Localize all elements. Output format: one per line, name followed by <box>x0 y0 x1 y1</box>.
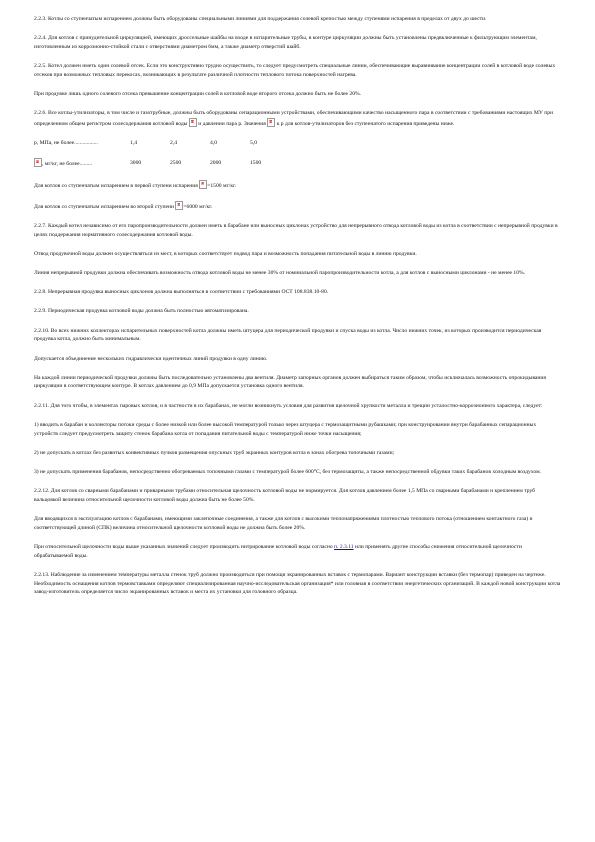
pressure-table-row <box>34 139 561 148</box>
paragraph-item-1: 1) вводить в барабан и коллекторы потоки среды с более низкой или более высокой температурой только через штуцера с термозащитными рубашками; при конструировании внутри барабанных сепарационных устройств следует предусмотреть защиту стенок барабана котла от попадания питательной воды с температурой ниже точки насыщения; <box>34 421 537 437</box>
paragraph-2-2-6-part-a: 2.2.6. Все котлы-утилизаторы, в том числе и газотрубные, должны быть оборудованы сепарационными устройствами, обеспечивающими качество насыщенного пара в соответствии с требованиями настоящих МУ при определенном общем регистром солесодержания котловой воды <box>34 110 554 127</box>
paragraph-blowdown-outlet: Отвод продувочной воды должен осуществляться из мест, в которых соответствует подвод пара и возможность попадания питательной воды в линию продувки. <box>34 250 417 257</box>
paragraph-first-stage <box>34 180 561 191</box>
nitration-text-tail: или применять другие способы снижения относительной щелочности обрабатываемой воды. <box>34 544 522 559</box>
paragraph-2-2-10: 2.2.10. Во всех нижних коллекторах испарительных поверхностей котла должны иметь штуцера для периодической продувки и спуска воды из котла. Число нижних точек, из которых производится периодическая продувка котла, должно быть минимальным. <box>34 327 542 343</box>
paragraph-2-2-7: 2.2.7. Каждый котел независимо от его паропроизводительности должен иметь в барабане или выносных циклонах устройство для непрерывного отвода котловой воды из котла в соответствии с непрерывной продувки в целях поддержания нормативного солесодержания котловой воды. <box>34 222 558 238</box>
paragraph-2-2-12: 2.2.12. Для котлов со сварными барабанами и приварными трубами относительная щелочность котловой воды не нормируется. Для котлов давлением более 1,5 МПа со сварными барабанами и креплением труб вальцовкой величина относительной щелочности котловой воды должна быть не более 50%. <box>34 488 536 503</box>
first-stage-text: Для котлов со ступенчатым испарением в первой ступени испарения <box>34 182 198 189</box>
paragraph-2-2-9: 2.2.9. Периодическая продувка котловой воды должна быть полностью автоматизирована. <box>34 308 249 315</box>
paragraph-salt-section-note: При продувке лишь одного солевого отсека превышение концентрации солей в котловой воде второго отсека должно быть не более 20%. <box>34 91 362 98</box>
paragraph-item-3: 3) не допускать применения барабанов, непосредственно обогреваемых топочными газами с температурой более 600°С, без термозащиты, а также непосредственной обдувки таких барабанов холодным воздухом. <box>34 468 542 475</box>
second-stage-text: Для котлов со ступенчатым испарением во второй ступени <box>34 203 174 210</box>
broken-image-icon <box>34 158 42 167</box>
paragraph-riveted-boilers: Для вводящихся в эксплуатацию котлов с барабанами, имеющими заклепочные соединения, а также для котлов с высокими теплонапряжениями плотностью теплового потока (отношением контактного газа) и соответствующей длиной (СПК) величина относительной щелочности котловой воды не должна быть более 20%. <box>34 516 533 531</box>
pressure-value: 4,0 <box>210 140 217 147</box>
paragraph-second-stage <box>34 201 561 212</box>
pressure-value: 5,0 <box>250 140 257 147</box>
paragraph-blowdown-line: Линия непрерывной продувки должна обеспечивать возможность отвода котловой воды не менее 30% от номинальной паропроизводительности котла, а для котлов с выносными циклонами - не менее 10%. <box>34 270 526 277</box>
broken-image-icon <box>199 180 207 189</box>
salinity-value: 2500 <box>170 160 182 167</box>
paragraph-nitration <box>34 543 561 560</box>
salinity-value: 2000 <box>210 160 222 167</box>
paragraph-2-2-4: 2.2.4. Для котлов с принудительной циркуляцией, имеющих дроссельные шайбы на входе в испарительные трубы, в контуре циркуляции должны быть установлены предвключенные к фильтрующим элементам, изготовленным из коррозионно-стойкой стали с отверстиями диаметром 6мм, а также диаметр отверстий шайб. <box>34 35 537 50</box>
salinity-row-label-text: , мг/кг, не более......... <box>42 161 93 168</box>
paragraph-2-2-8: 2.2.8. Непрерывная продувка выносных циклонов должна выполняться в соответствии с требованиями ОСТ 108.838.10-80. <box>34 289 329 296</box>
salinity-table-row <box>34 158 561 169</box>
clause-2-3-11-link[interactable]: п. 2.3.11 <box>334 544 354 550</box>
paragraph-combine-lines: Допускается объединение нескольких гидравлически идентичных линий продувки в одну линию. <box>34 355 268 362</box>
broken-image-icon <box>189 118 197 127</box>
paragraph-2-2-11: 2.2.11. Для того чтобы, в элементах паровых котлов, и в частности в их барабанах, не могли возникнуть условия для развития щелочной хрупкости металла и трещин усталостно-коррозионного характера, следует: <box>34 402 543 409</box>
salinity-value: 1500 <box>250 160 262 167</box>
salinity-row-label <box>34 158 130 169</box>
nitration-text: При относительной щелочности воды выше указанных значений следует производить нитрирование котловой воды согласно <box>34 544 333 550</box>
salinity-value: 3000 <box>130 160 142 167</box>
paragraph-2-2-5: 2.2.5. Котел должен иметь один солевой отсек. Если это конструктивно трудно осуществить, то следует предусмотреть специальные линии, обеспечивающие выравнивание концентрации солей в котловой воде солевых отсеков при возможных тепловых перекосах, возникающих в результате различной плотности теплового потока поверхностей нагрева. <box>34 63 556 78</box>
broken-image-icon <box>267 118 275 127</box>
pressure-value: 1,4 <box>130 140 137 147</box>
pressure-row-label: р, МПа, не более................. <box>34 140 98 147</box>
paragraph-2-2-3: 2.2.3. Котлы со ступенчатым испарением должны быть оборудованы специальными линиями для поддержания солевой крепостью между ступенями испарения в пределах от двух до шести. <box>34 16 487 22</box>
pressure-value: 2,4 <box>170 140 177 147</box>
paragraph-item-2: 2) не допускать в котлах без развитых конвективных пучков размещения опускных труб экранных контуров котла в зонах обогрева топочными газами; <box>34 449 395 456</box>
first-stage-value: =1500 мг/кг. <box>207 182 237 189</box>
paragraph-2-2-6-part-c: к р для котлов-утилизаторов без ступенчатого испарения приведены ниже. <box>276 120 455 127</box>
second-stage-value: =6000 мг/кг. <box>183 203 213 210</box>
paragraph-2-2-13: 2.2.13. Наблюдение за изменением температуры металла стенок труб должно производиться при помощи экранированных вставок с термопарами. Вариант конструкции вставки (без термопар) приведен на чертеже. Необходимость оснащения котлов термовставками определяют специализированная научно-исследовательская организация* или головная в соответствии энергетических организаций. В каждой новой конструкции котла завод-изготовитель определяется число экранированных вставок и места их установки для головного образца. <box>34 571 561 596</box>
paragraph-two-valves: На каждой линии периодической продувки должны быть последовательно установлены два вентиля. Диаметр запорных органов должен выбираться таким образом, чтобы исключалась возможность опрокидывания циркуляции в соответствующем контуре. В котлах давлением до 0,9 МПа допускается установка одного вентиля. <box>34 374 546 390</box>
paragraph-2-2-6 <box>34 109 561 128</box>
broken-image-icon <box>175 201 183 210</box>
paragraph-2-2-6-part-b: и давлении пара р. Значения <box>198 120 266 127</box>
